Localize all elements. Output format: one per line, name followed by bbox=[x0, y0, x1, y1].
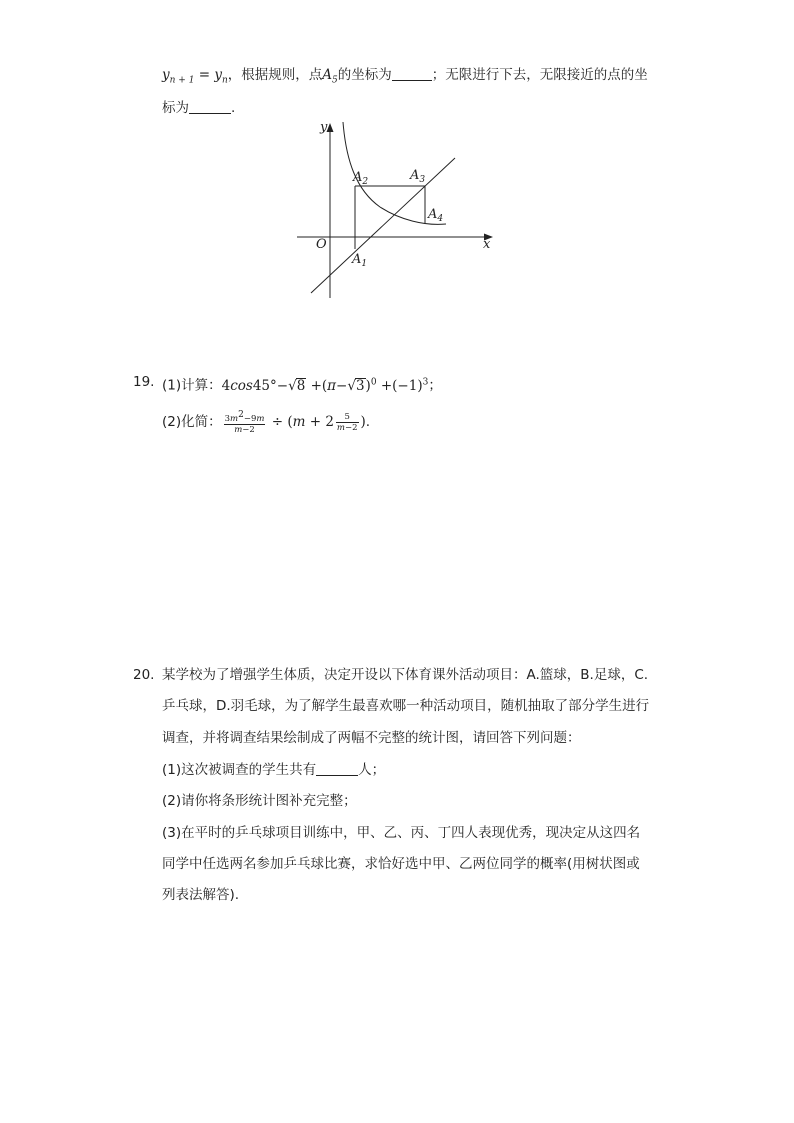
q18-text-3: ；无限进行下去，无限接近的点的坐 bbox=[431, 67, 648, 83]
q20-sub1-before: (1)这次被调查的学生共有 bbox=[162, 762, 317, 778]
q18-line1: $y_{n + 1} = y_n$，根据规则，点$A_5$的坐标为 ；无限进行下去，无限接近的点的坐 bbox=[162, 67, 648, 86]
q18-text-4: 标为 bbox=[162, 100, 189, 116]
q19-number: 19. bbox=[133, 374, 155, 390]
origin-label: O bbox=[316, 237, 327, 252]
q18-period: . bbox=[231, 100, 236, 116]
q18-text-1: ，根据规则，点 bbox=[227, 67, 323, 83]
point-a5: $A_5$ bbox=[322, 67, 338, 86]
q19-part1: (1)计算：$4\cos 45^\circ-√8 +(\pi-√3)^0 +(-1)^3$； bbox=[162, 377, 442, 394]
q20-sub3-line3: 列表法解答). bbox=[162, 887, 240, 903]
straight-line bbox=[311, 158, 455, 293]
q18-text-2: 的坐标为 bbox=[337, 67, 392, 83]
q19-part2-expression: $\frac{3m^2-9m}{m-2}$ ÷ (m + 2 $\frac{5}{m-2}$ ) bbox=[224, 410, 366, 435]
q19-part1-expression: $4\cos 45^\circ-√8 +(\pi-√3)^0 +(-1)^3$ bbox=[221, 377, 429, 394]
label-a2: $A_2$ bbox=[353, 170, 369, 187]
answer-blank-total[interactable] bbox=[316, 761, 358, 776]
q19-period: . bbox=[365, 413, 371, 430]
label-a4: $A_4$ bbox=[428, 207, 444, 224]
q20-line2: 乒乓球，D.羽毛球，为了解学生最喜欢哪一种活动项目，随机抽取了部分学生进行 bbox=[162, 698, 650, 714]
label-a1: $A_1$ bbox=[352, 252, 368, 269]
q19-part1-label: (1)计算： bbox=[162, 377, 222, 394]
q20-sub3-line1: (3)在平时的乒乓球项目训练中，甲、乙、丙、丁四人表现优秀，现决定从这四名 bbox=[162, 825, 641, 841]
recurrence-formula: $y_{n + 1}$ bbox=[162, 67, 195, 86]
y-axis-label: y bbox=[320, 120, 328, 135]
q20-sub1 bbox=[162, 761, 385, 779]
q20-sub2: (2)请你将条形统计图补充完整； bbox=[162, 793, 357, 809]
q20-line3: 调查，并将调查结果绘制成了两幅不完整的统计图，请回答下列问题： bbox=[162, 730, 581, 746]
label-a3: $A_3$ bbox=[410, 168, 426, 185]
q20-sub1-after: 人； bbox=[358, 762, 386, 778]
q20-line1: 某学校为了增强学生体质，决定开设以下体育课外活动项目：A.篮球，B.足球，C. bbox=[162, 667, 649, 683]
x-axis-label: x bbox=[483, 237, 491, 252]
q19-part2 bbox=[162, 410, 370, 435]
y-axis-arrow bbox=[327, 123, 334, 132]
q19-part2-label: (2)化简： bbox=[162, 413, 222, 430]
q20-sub3-line2: 同学中任选两名参加乒乓球比赛，求恰好选中甲、乙两位同学的概率(用树状图或 bbox=[162, 856, 640, 872]
q20-number: 20. bbox=[133, 667, 155, 683]
coordinate-figure bbox=[0, 0, 794, 310]
